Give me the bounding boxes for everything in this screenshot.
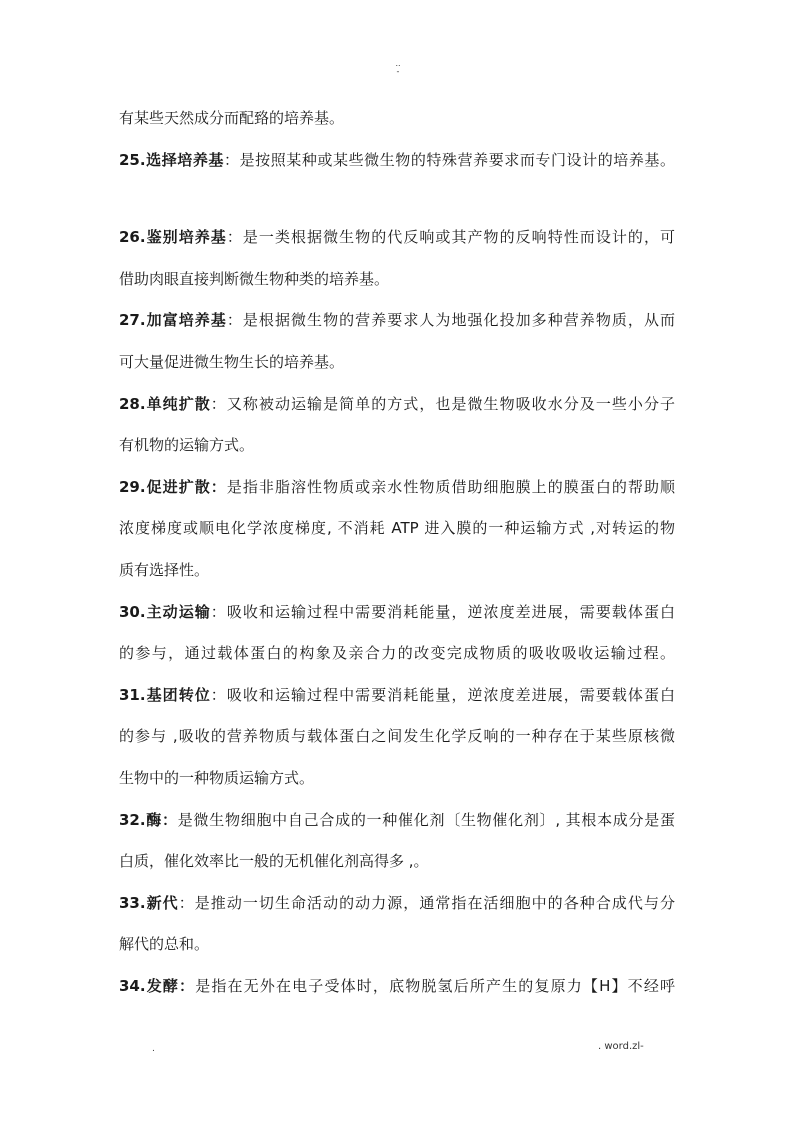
text-line [119,146,675,188]
term-definition: ：吸收和运输过程中需要消耗能量，逆浓度差进展，需要载体蛋白 [210,685,675,704]
text-line [119,598,675,640]
text-line [119,764,675,806]
term-definition: ：是根据微生物的营养要求人为地强化投加多种营养物质，从而 [226,311,675,330]
header-mark-bottom: - [396,67,400,76]
term-definition: ：吸收和运输过程中需要消耗能量，逆浓度差进展，需要载体蛋白 [210,602,675,621]
term-heading: 34.发酵： [119,976,196,995]
paragraph-spacer [119,187,675,223]
term-definition: 质有选择性。 [119,560,210,579]
term-heading: 31.基团转位 [119,685,211,704]
term-definition: 是指非脂溶性物质或亲水性物质借助细胞膜上的膜蛋白的帮助顺 [226,477,675,496]
term-definition: 是微生物细胞中自己合成的一种催化剂〔生物催化剂〕, 其根本成分是蛋 [177,810,676,829]
term-heading: 27.加富培养基 [119,311,227,330]
term-definition: 的参与，通过载体蛋白的构象及亲合力的改变完成物质的吸收吸收运输过程。 [119,644,675,663]
term-definition: ：是一类根据微生物的代反响或其产物的反响特性而设计的，可 [226,228,675,247]
term-heading: 25.选择培养基 [119,150,224,169]
text-line [119,681,675,723]
page-header-mark [392,60,404,76]
text-line [119,847,675,889]
term-heading: 29.促进扩散： [119,477,227,496]
term-heading: 33.新代 [119,893,179,912]
term-definition: ：又称被动运输是简单的方式，也是微生物吸收水分及一些小分子 [210,394,675,413]
header-mark-top: .. [395,59,401,68]
term-definition: 有某些天然成分而配臵的培养基。 [119,109,345,127]
term-heading: 28.单纯扩散 [119,394,211,413]
text-line [119,390,675,432]
term-definition: 浓度梯度或顺电化学浓度梯度, 不消耗 ATP 进入膜的一种运输方式 ,对转运的物 [119,519,675,538]
text-line [119,639,675,681]
term-definition: 是指在无外在电子受体时，底物脱氢后所产生的复原力【H】不经呼 [195,976,675,995]
text-line [119,348,675,390]
text-line [119,889,675,931]
text-line [119,556,675,598]
text-line [119,104,675,146]
term-heading: 30.主动运输 [119,602,211,621]
text-line [119,806,675,848]
text-line [119,473,675,515]
term-definition: 借助肉眼直接判断微生物种类的培养基。 [119,269,390,288]
term-definition: ：是按照某种或某些微生物的特殊营养要求而专门设计的培养基。 [224,150,675,169]
text-line [119,265,675,307]
footer-watermark: . word.zl- [598,1041,644,1052]
text-line [119,972,675,1014]
term-definition: 有机物的运输方式。 [119,436,255,455]
term-definition: 的参与 ,吸收的营养物质与载体蛋白之间发生化学反响的一种存在于某些原核微 [119,727,675,746]
term-definition: 生物中的一种物质运输方式。 [119,768,315,787]
text-line [119,930,675,972]
text-line [119,722,675,764]
term-definition: 解代的总和。 [119,935,210,954]
term-definition: ：是推动一切生命活动的动力源，通常指在活细胞中的各种合成代与分 [178,893,675,912]
term-definition: 可大量促进微生物生长的培养基。 [119,352,345,371]
text-line [119,514,675,556]
term-heading: 32.酶： [119,810,178,829]
text-line [119,431,675,473]
term-heading: 26.鉴别培养基 [119,228,227,247]
text-line [119,223,675,265]
document-body [119,104,675,1013]
footer-left-mark: . [152,1044,155,1054]
term-definition: 白质，催化效率比一般的无机催化剂高得多 ,。 [119,852,429,871]
text-line [119,306,675,348]
